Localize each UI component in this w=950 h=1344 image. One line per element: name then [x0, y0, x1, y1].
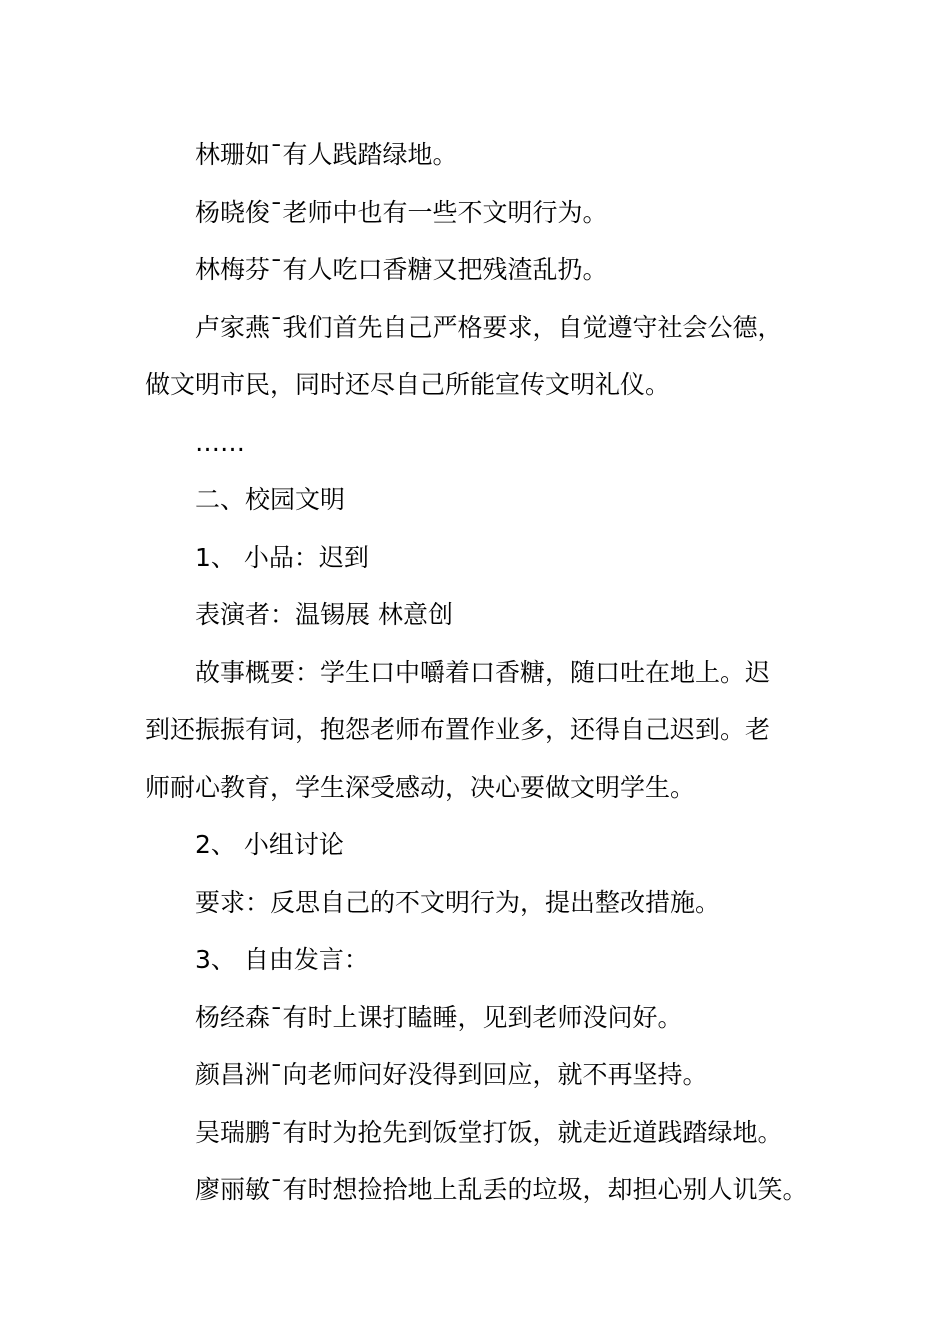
ellipsis-line: …… [195, 427, 245, 457]
story-summary-line-1: 故事概要：学生口中嚼着口香糖，随口吐在地上。迟 [195, 657, 771, 687]
item-sketch-late: 1、 小品：迟到 [195, 542, 369, 572]
speaker-line-lin-meifen: 林梅芬¯有人吃口香糖又把残渣乱扔。 [195, 255, 608, 284]
section-heading-campus-civility: 二、校园文明 [195, 485, 346, 514]
speaker-line-yang-xiaojun: 杨晓俊¯老师中也有一些不文明行为。 [195, 197, 608, 227]
item-free-speech: 3、 自由发言： [195, 945, 369, 974]
item-group-discussion: 2、 小组讨论 [195, 830, 344, 859]
document-body [145, 126, 825, 1219]
speaker-line-yan-changzhou: 颜昌洲¯向老师问好没得到回应，就不再坚持。 [195, 1060, 708, 1089]
story-summary-line-2: 到还振振有词，抱怨老师布置作业多，还得自己迟到。老 [145, 715, 771, 744]
speaker-line-lu-jiayan: 卢家燕¯我们首先自己严格要求，自觉遵守社会公德， [195, 312, 783, 342]
speaker-line-wu-ruipeng: 吴瑞鹏¯有时为抢先到饭堂打饭，就走近道践踏绿地。 [195, 1117, 783, 1147]
story-summary-line-3: 师耐心教育，学生深受感动，决心要做文明学生。 [145, 772, 696, 802]
requirement-line: 要求：反思自己的不文明行为，提出整改措施。 [195, 887, 721, 917]
speaker-line-lin-shanru: 林珊如¯有人践踏绿地。 [195, 140, 458, 169]
speaker-line-liao-limin: 廖丽敏¯有时想捡拾地上乱丢的垃圾，却担心别人讥笑。 [195, 1175, 808, 1204]
speaker-line-yang-jingsen: 杨经森¯有时上课打瞌睡，见到老师没问好。 [195, 1002, 683, 1032]
performers-line: 表演者：温锡展 林意创 [195, 600, 453, 629]
speaker-line-lu-jiayan-continued: 做文明市民，同时还尽自己所能宣传文明礼仪。 [145, 370, 671, 399]
